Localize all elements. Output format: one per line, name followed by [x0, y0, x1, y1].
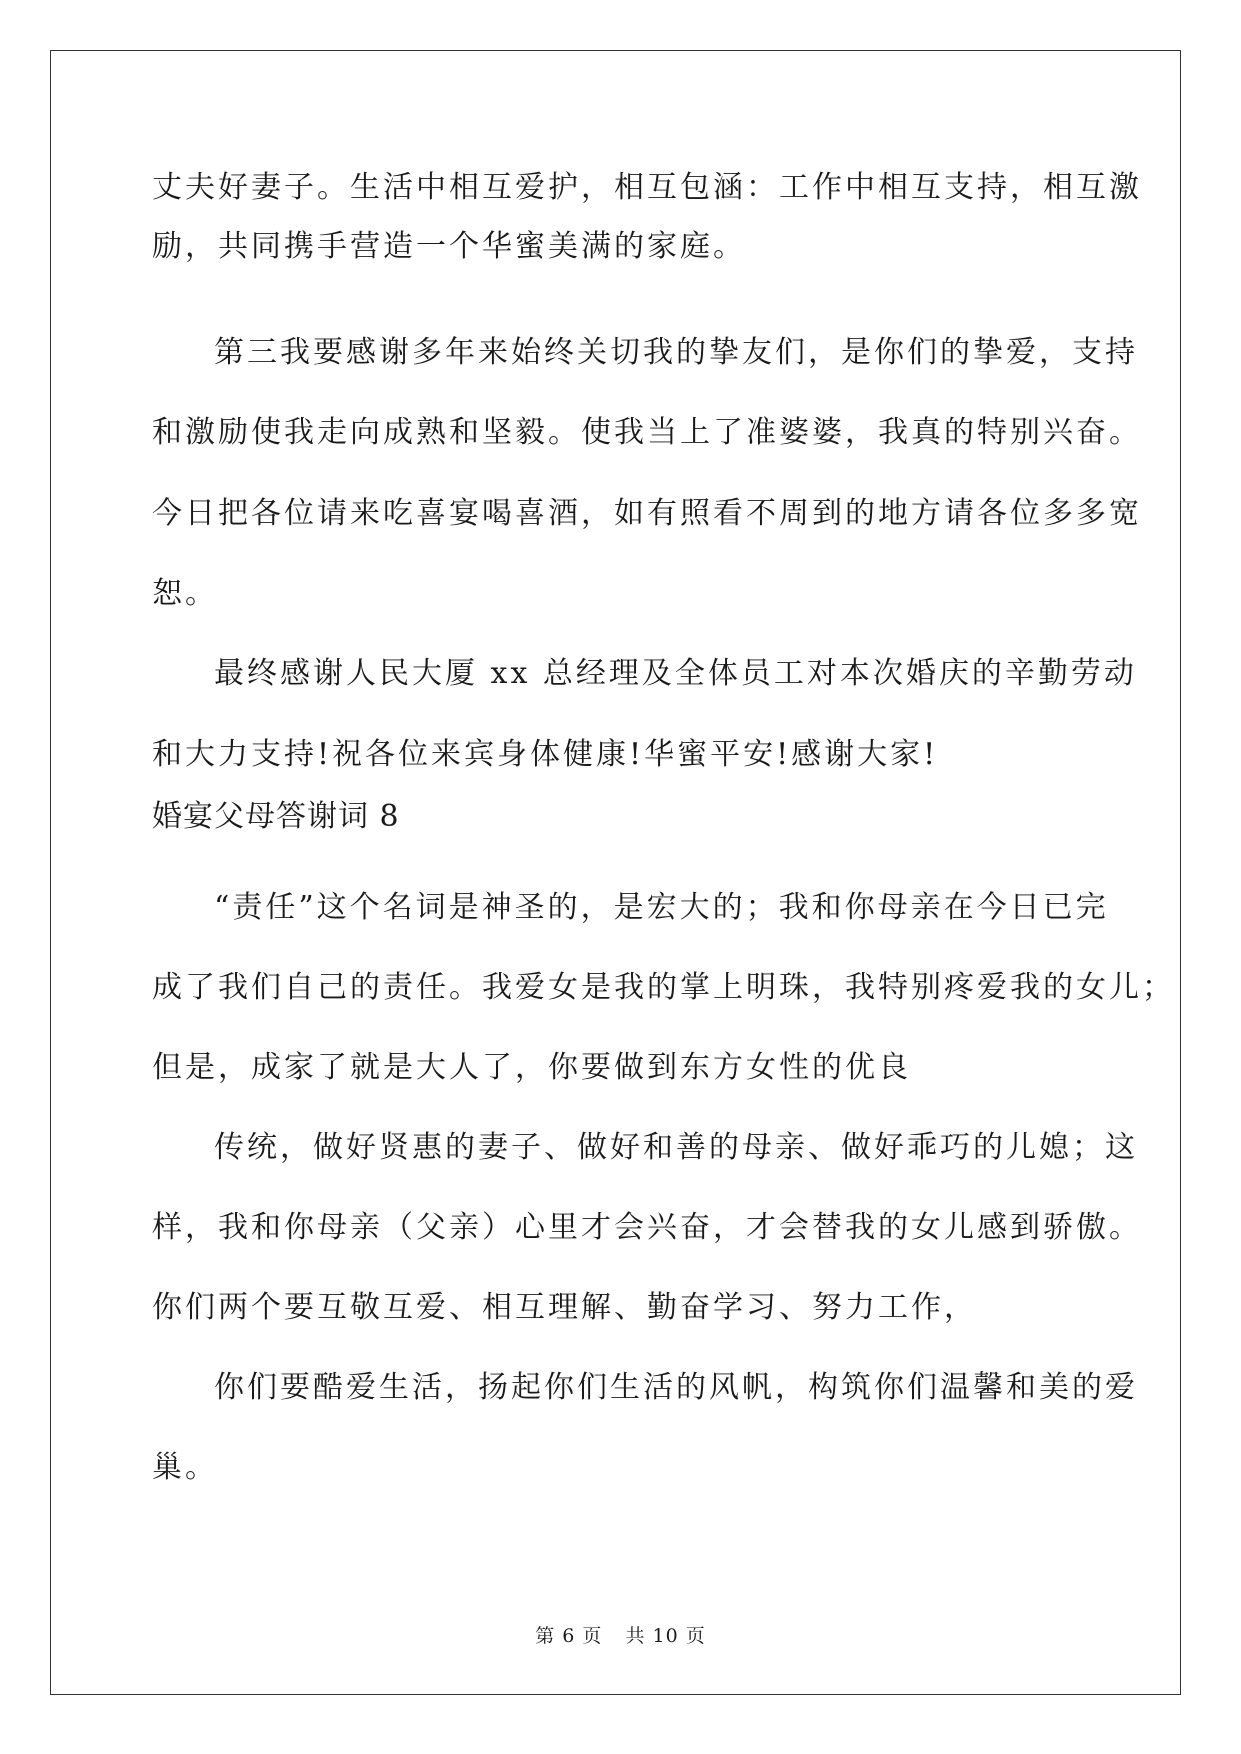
- paragraph-line: 丈夫好妻子。生活中相互爱护，相互包涵：工作中相互支持，相互激: [152, 170, 1142, 205]
- paragraph-line: 第三我要感谢多年来始终关切我的挚友们，是你们的挚爱，支持: [214, 335, 1138, 370]
- paragraph-line: 励，共同携手营造一个华蜜美满的家庭。: [152, 229, 746, 264]
- paragraph-line: 成了我们自己的责任。我爱女是我的掌上明珠，我特别疼爱我的女儿；: [152, 970, 1175, 1005]
- page-footer: [0, 1624, 1241, 1648]
- paragraph-line: 最终感谢人民大厦 xx 总经理及全体员工对本次婚庆的辛勤劳动: [214, 656, 1137, 691]
- paragraph-line: 样，我和你母亲（父亲）心里才会兴奋，才会替我的女儿感到骄傲。: [152, 1210, 1142, 1245]
- paragraph-line: 恕。: [152, 576, 218, 611]
- section-heading: 婚宴父母答谢词 8: [152, 799, 400, 834]
- paragraph-line: “责任”这个名词是神圣的，是宏大的；我和你母亲在今日已完: [214, 890, 1109, 925]
- paragraph-line: 传统，做好贤惠的妻子、做好和善的母亲、做好乖巧的儿媳；这: [214, 1130, 1138, 1165]
- paragraph-line: 你们两个要互敬互爱、相互理解、勤奋学习、努力工作，: [152, 1290, 977, 1325]
- paragraph-line: 和大力支持!祝各位来宾身体健康!华蜜平安!感谢大家!: [152, 737, 939, 772]
- paragraph-line: 和激励使我走向成熟和坚毅。使我当上了准婆婆，我真的特别兴奋。: [152, 415, 1142, 450]
- page-border: [50, 50, 1181, 1695]
- page-number: 第 6 页: [535, 1625, 603, 1647]
- paragraph-line: 你们要酷爱生活，扬起你们生活的风帆，构筑你们温馨和美的爱: [214, 1370, 1138, 1405]
- paragraph-line: 但是，成家了就是大人了，你要做到东方女性的优良: [152, 1050, 911, 1085]
- paragraph-line: 今日把各位请来吃喜宴喝喜酒，如有照看不周到的地方请各位多多宽: [152, 496, 1142, 531]
- page-count: 共 10 页: [625, 1625, 706, 1647]
- paragraph-line: 巢。: [152, 1450, 218, 1485]
